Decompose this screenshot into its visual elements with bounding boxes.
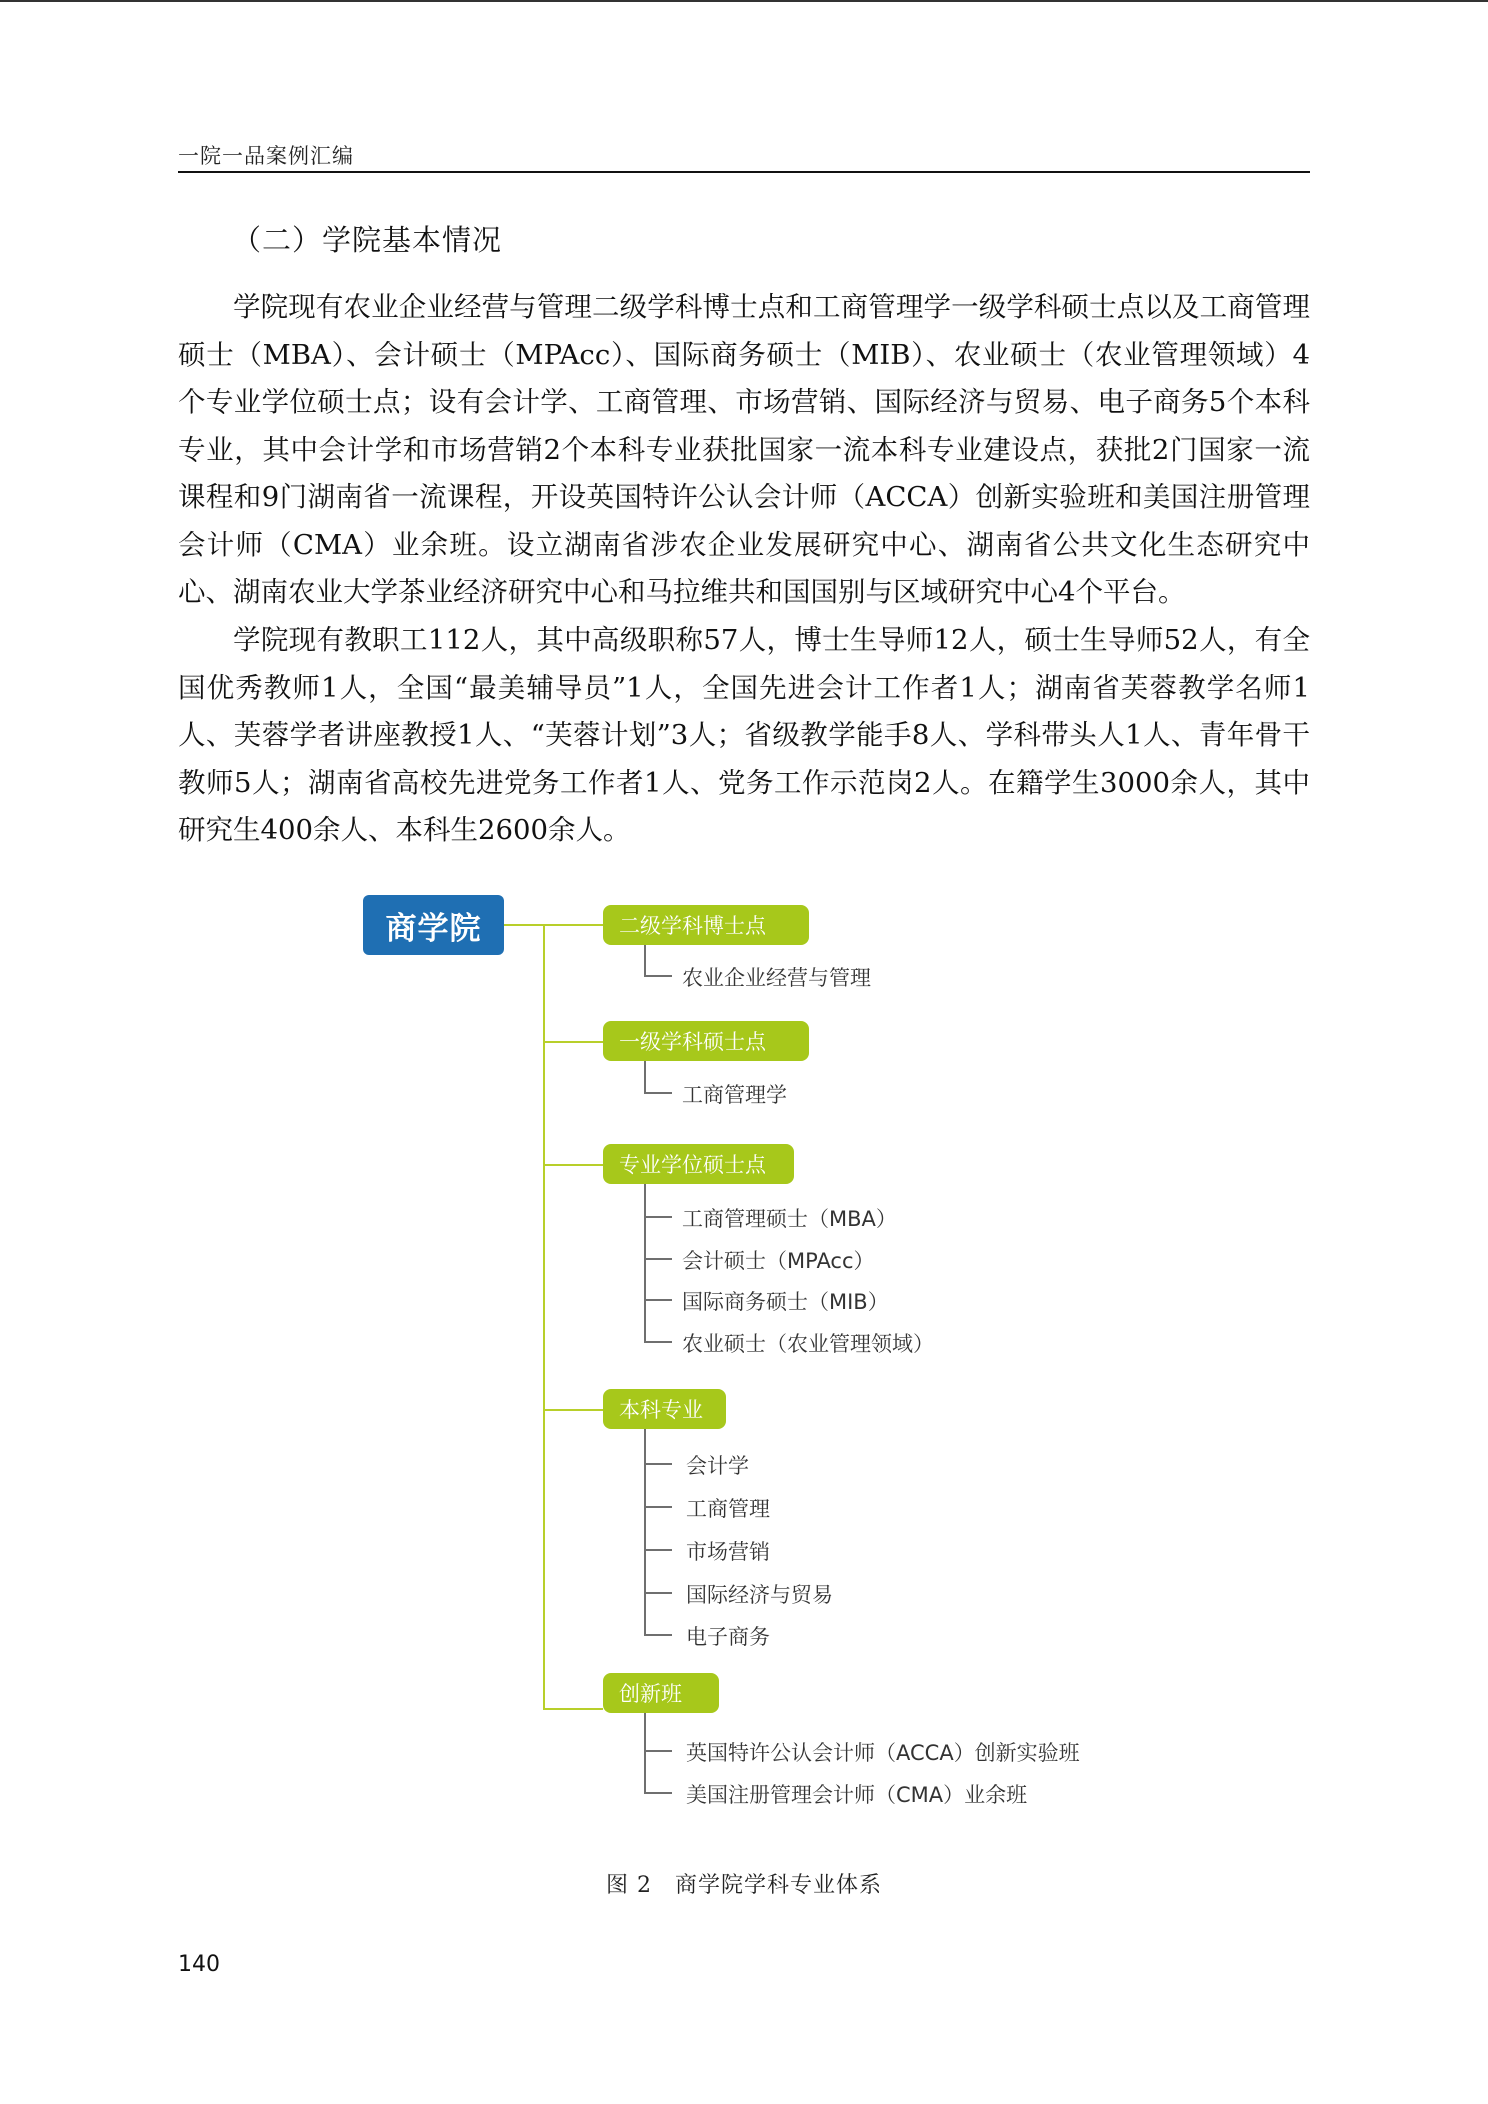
branch-connector xyxy=(543,1164,603,1166)
page-number: 140 xyxy=(178,1952,220,1977)
paragraph-text: 学院现有农业企业经营与管理二级学科博士点和工商管理学一级学科硕士点以及工商管理硕士（MBA）、会计硕士（MPAcc）、国际商务硕士（MIB）、农业硕士（农业管理领域）4个专业学位硕士点；设有会计学、工商管理、市场营销、国际经济与贸易、电子商务5个本科专业，其中会计学和市场营销2个本科专业获批国家一流本科专业建设点，获批2门国家一流课程和9门湖南省一流课程，开设英国特许公认会计师（ACCA）创新实验班和美国注册管理会计师（CMA）业余班。设立湖南省涉农企业发展研究中心、湖南省公共文化生态研究中心、湖南农业大学茶业经济研究中心和马拉维共和国国别与区域研究中心4个平台。 xyxy=(178,291,1310,608)
sub-connector xyxy=(644,1216,672,1218)
branch-connector xyxy=(543,1708,603,1710)
trunk-line xyxy=(543,924,545,1710)
branch-connector xyxy=(543,924,603,926)
section-heading: （二）学院基本情况 xyxy=(232,223,503,257)
paragraph-text: 学院现有教职工112人，其中高级职称57人，博士生导师12人，硕士生导师52人，有全国优秀教师1人，全国“最美辅导员”1人，全国先进会计工作者1人；湖南省芙蓉教学名师1人、芙蓉学者讲座教授1人、“芙蓉计划”3人；省级教学能手8人、学科带头人1人、青年骨干教师5人；湖南省高校先进党务工作者1人、党务工作示范岗2人。在籍学生3000余人，其中研究生400余人、本科生2600余人。 xyxy=(178,624,1310,846)
sub-connector xyxy=(644,1713,646,1793)
category-masters-academic: 一级学科硕士点 xyxy=(603,1021,809,1061)
sub-connector xyxy=(644,1463,672,1465)
list-item: 国际商务硕士（MIB） xyxy=(682,1290,889,1314)
list-item: 工商管理硕士（MBA） xyxy=(682,1207,897,1231)
body-paragraph-2 xyxy=(178,617,1310,855)
sub-connector xyxy=(644,1341,672,1343)
list-item: 会计硕士（MPAcc） xyxy=(682,1249,875,1273)
list-item: 英国特许公认会计师（ACCA）创新实验班 xyxy=(686,1741,1080,1765)
figure-caption: 图 2 商学院学科专业体系 xyxy=(606,1873,882,1898)
branch-connector xyxy=(543,1409,603,1411)
sub-connector xyxy=(644,1592,672,1594)
running-header: 一院一品案例汇编 xyxy=(178,144,354,168)
category-phd: 二级学科博士点 xyxy=(603,905,809,945)
list-item: 美国注册管理会计师（CMA）业余班 xyxy=(686,1783,1028,1807)
header-rule xyxy=(178,171,1310,173)
root-node: 商学院 xyxy=(363,895,504,955)
list-item: 市场营销 xyxy=(686,1540,770,1564)
sub-connector xyxy=(644,1429,646,1635)
list-item: 工商管理 xyxy=(686,1497,770,1521)
sub-connector xyxy=(644,1506,672,1508)
category-innovation-class: 创新班 xyxy=(603,1673,719,1713)
list-item: 农业硕士（农业管理领域） xyxy=(682,1332,934,1356)
root-connector xyxy=(504,924,545,926)
top-border-line xyxy=(0,0,1488,2)
sub-connector xyxy=(644,1184,646,1342)
list-item: 工商管理学 xyxy=(682,1083,787,1107)
sub-connector xyxy=(644,1258,672,1260)
list-item: 会计学 xyxy=(686,1454,749,1478)
sub-connector xyxy=(644,1299,672,1301)
body-paragraph-1 xyxy=(178,284,1310,617)
sub-connector xyxy=(644,945,646,976)
sub-connector xyxy=(644,1092,672,1094)
sub-connector xyxy=(644,1750,672,1752)
sub-connector xyxy=(644,1634,672,1636)
sub-connector xyxy=(644,1792,672,1794)
category-masters-professional: 专业学位硕士点 xyxy=(603,1144,794,1184)
branch-connector xyxy=(543,1041,603,1043)
sub-connector xyxy=(644,975,672,977)
sub-connector xyxy=(644,1549,672,1551)
list-item: 国际经济与贸易 xyxy=(686,1583,833,1607)
category-undergraduate: 本科专业 xyxy=(603,1389,726,1429)
list-item: 农业企业经营与管理 xyxy=(682,966,871,990)
sub-connector xyxy=(644,1061,646,1093)
list-item: 电子商务 xyxy=(686,1625,770,1649)
